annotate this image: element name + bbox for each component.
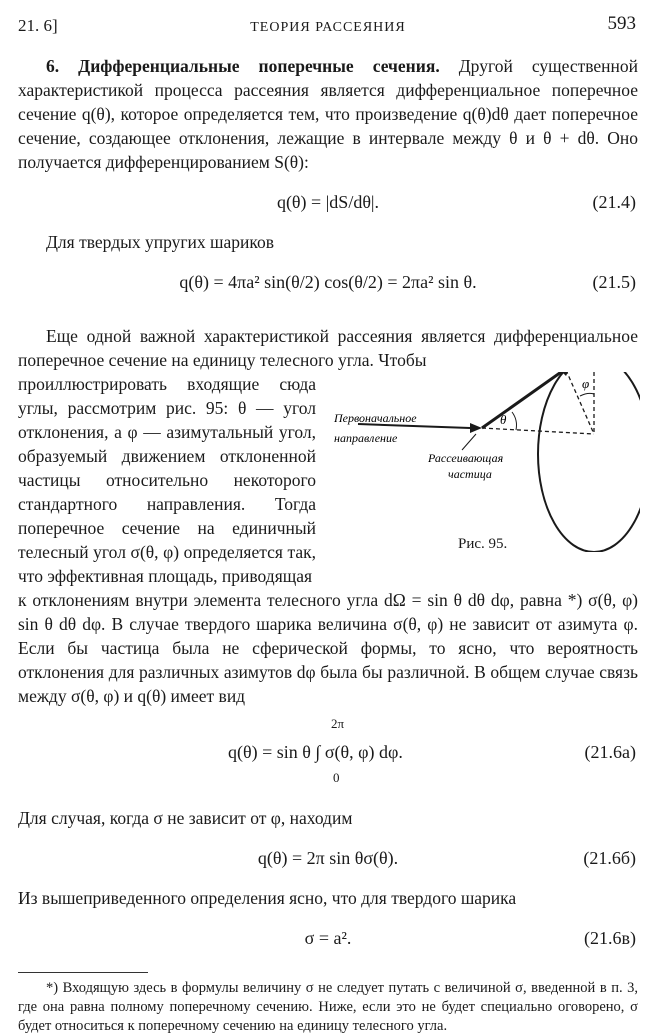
page	[18, 8, 638, 1036]
section-ref: 21. 6]	[18, 16, 58, 35]
scattered-path-line	[482, 372, 564, 428]
azimuth-line-1	[566, 372, 594, 434]
figure-caption: Рис. 95.	[458, 536, 508, 552]
equation-formula: σ = a².	[304, 928, 352, 948]
equation-formula: q(θ) = 4πa² sin(θ/2) cos(θ/2) = 2πa² sin θ.	[179, 272, 477, 292]
page-number: 593	[607, 13, 636, 34]
initial-direction-label-2: направление	[334, 431, 398, 445]
footnote: *) Входящую здесь в формулы величину σ не следует путать с величиной σ, введенной в п. 3, где она равна полному поперечному сечению. Ниже, если это не будет специально оговорено, σ будет относиться к поперечному сечению на единицу телесного угла.	[18, 980, 638, 1034]
equation-formula: q(θ) = 2π sin θσ(θ).	[257, 848, 399, 868]
integral-upper-limit: 2π	[331, 716, 345, 731]
solid-angle-paragraph: Еще одной важной характеристикой рассеяния является дифференциальное поперечное сечение на единицу телесного угла. Чтобы	[18, 326, 638, 370]
footnote-rule	[18, 972, 148, 973]
definition-intro: Из вышеприведенного определения ясно, что для твердого шарика	[18, 888, 517, 908]
phi-label: φ	[582, 376, 590, 391]
equation-number: (21.6a)	[584, 742, 636, 762]
theta-arc	[512, 412, 517, 430]
equation-21-4	[18, 180, 638, 224]
equation-21-6b	[18, 836, 638, 880]
figure-95	[330, 372, 640, 552]
integral-lower-limit: 0	[333, 770, 340, 785]
wrapped-text: проиллюстрировать входящие сюда углы, рассмотрим рис. 95: θ — угол отклонения, а φ — азимутальный угол, образуемый движением отклоненной частицы относительно некоторого стандартного направления. Тогда поперечное сечение на единичный телесный угол σ(θ, φ) определяется так, что эффективная площадь, приводящая	[18, 374, 316, 586]
scattering-sphere-ellipse	[538, 372, 640, 552]
equation-number: (21.4)	[592, 192, 636, 212]
section-6-paragraph	[18, 54, 638, 174]
scattering-particle-label-2: частица	[448, 467, 492, 481]
equation-21-6c	[18, 916, 638, 960]
equation-number: (21.6б)	[583, 848, 636, 868]
equation-21-6a	[18, 712, 638, 802]
equation-number: (21.6в)	[584, 928, 636, 948]
theta-label: θ	[500, 412, 507, 427]
running-title: ТЕОРИЯ РАССЕЯНИЯ	[250, 20, 406, 35]
hard-spheres-intro: Для твердых упругих шариков	[46, 232, 275, 252]
phi-arc	[580, 393, 594, 396]
axis-dashed-line	[482, 428, 594, 434]
initial-direction-arrow	[470, 423, 482, 433]
figure-wrap-block	[18, 372, 638, 588]
equation-formula: q(θ) = sin θ ∫ σ(θ, φ) dφ.	[228, 742, 403, 762]
section-heading: 6. Дифференциальные поперечные сечения.	[46, 56, 440, 76]
solid-angle-continuation: к отклонениям внутри элемента телесного угла dΩ = sin θ dθ dφ, равна *) σ(θ, φ) sin θ dθ dφ. В случае твердого шарика величина σ(θ, φ) не зависит от азимута φ. Если бы частица была не сферической формы, то ясно, что вероятность отклонения для различных азимутов dφ была бы различной. В общем случае связь между σ(θ, φ) и q(θ) имеет вид	[18, 590, 638, 706]
equation-21-5	[18, 260, 638, 304]
section-6-text: Другой существенной характеристикой процесса рассеяния является дифференциальное поперечное сечение q(θ), которое определяется тем, что произведение q(θ)dθ дает поперечное сечение, создающее отклонения, лежащие в интервале между θ и θ + dθ. Оно получается дифференцированием S(θ):	[18, 56, 639, 172]
scattering-particle-pointer	[462, 434, 476, 450]
running-header	[18, 8, 638, 34]
equation-formula: q(θ) = |dS/dθ|.	[276, 192, 380, 212]
scattering-particle-label-1: Рассеивающая	[428, 451, 504, 465]
equation-number: (21.5)	[592, 272, 636, 292]
sigma-independent-intro: Для случая, когда σ не зависит от φ, находим	[18, 808, 353, 828]
initial-direction-label-1: Первоначальное	[334, 411, 417, 425]
